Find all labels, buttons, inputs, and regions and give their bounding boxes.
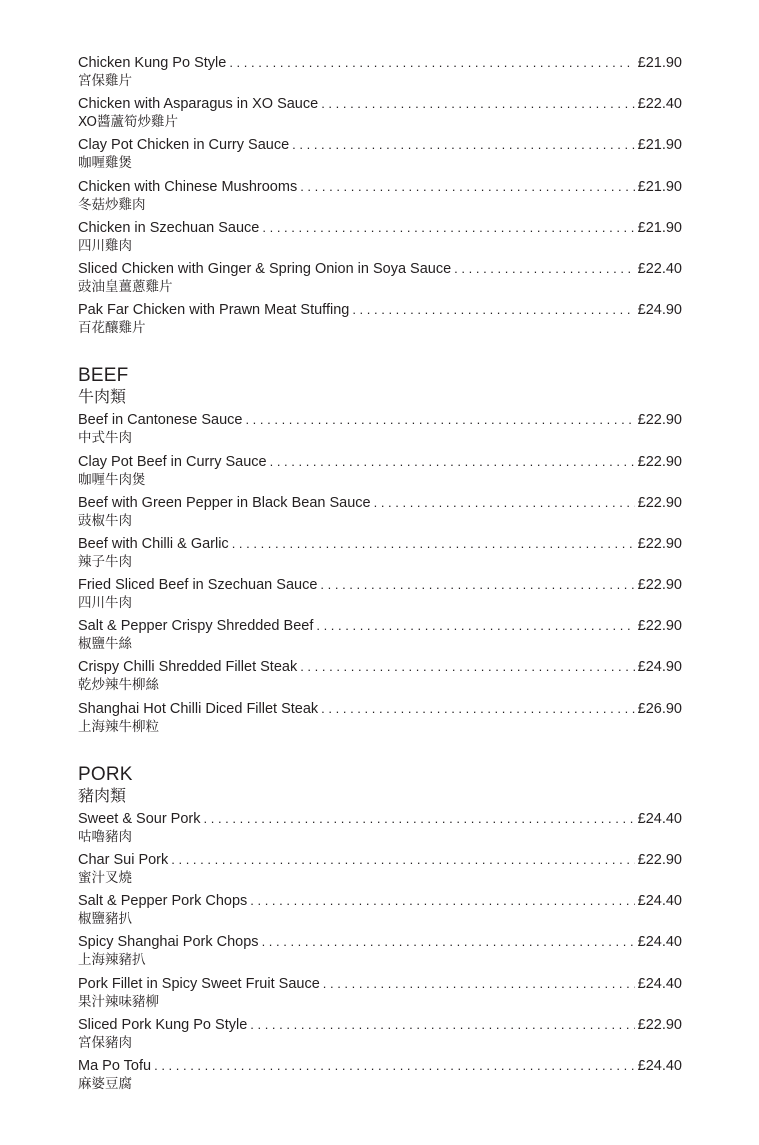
item-name: Pak Far Chicken with Prawn Meat Stuffing [78, 302, 350, 319]
item-price: £22.90 [637, 577, 682, 594]
dot-leader [250, 1016, 634, 1034]
menu-item [78, 933, 682, 974]
item-price: £21.90 [637, 55, 682, 71]
item-chinese-name: 豉椒牛肉 [78, 512, 132, 529]
menu-item [78, 892, 682, 933]
dot-leader [204, 810, 635, 828]
dot-leader [262, 933, 635, 951]
dot-leader [320, 576, 634, 594]
item-price: £22.40 [637, 96, 682, 113]
item-chinese-name: 中式牛肉 [78, 430, 132, 447]
item-price: £24.90 [637, 659, 682, 676]
item-name: Chicken Kung Po Style [78, 55, 227, 71]
menu-item [78, 617, 682, 658]
item-chinese-name: 乾炒辣牛柳絲 [78, 677, 159, 694]
item-price: £22.90 [637, 412, 682, 429]
item-price: £24.40 [637, 1057, 682, 1074]
menu-item [78, 658, 682, 699]
section-title-zh: 牛肉類 [78, 389, 127, 407]
item-price: £24.40 [637, 893, 682, 910]
item-price: £22.90 [637, 1016, 682, 1033]
item-chinese-name: 蜜汁叉燒 [78, 870, 132, 886]
dot-leader [154, 1057, 635, 1075]
item-chinese-name: 椒鹽豬扒 [78, 911, 132, 928]
menu-item [78, 494, 682, 535]
item-chinese-name: 椒鹽牛絲 [78, 636, 132, 653]
dot-leader [321, 700, 634, 718]
item-chinese-name: XO醬蘆筍炒雞片 [78, 114, 179, 131]
item-chinese-name: 咖喱雞煲 [78, 155, 132, 172]
menu-item [78, 301, 682, 342]
item-name: Ma Po Tofu [78, 1057, 152, 1074]
item-name: Sliced Chicken with Ginger & Spring Onion in Soya Sauce [78, 260, 452, 277]
menu-item [78, 851, 682, 892]
dot-leader [323, 975, 635, 993]
item-price: £22.40 [637, 260, 682, 277]
section-title-en: BEEF [78, 365, 129, 387]
menu-item [78, 1016, 682, 1057]
section-title-en: PORK [78, 763, 133, 785]
dot-leader [321, 95, 634, 113]
menu-item [78, 411, 682, 452]
dot-leader [171, 851, 634, 869]
item-name: Char Sui Pork [78, 852, 169, 868]
item-chinese-name: 宮保豬肉 [78, 1034, 132, 1051]
dot-leader [250, 892, 634, 910]
item-chinese-name: 百花釀雞片 [78, 320, 146, 337]
item-price: £22.90 [637, 618, 682, 635]
item-chinese-name: 上海辣牛柳粒 [78, 718, 159, 735]
section-title-zh: 豬肉類 [78, 787, 127, 805]
menu-item [78, 136, 682, 177]
item-name: Fried Sliced Beef in Szechuan Sauce [78, 577, 318, 594]
item-price: £21.90 [637, 219, 682, 236]
menu-item [78, 576, 682, 617]
dot-leader [352, 301, 634, 319]
menu-item [78, 700, 682, 741]
dot-leader [229, 54, 634, 72]
menu-item [78, 260, 682, 301]
item-price: £22.90 [637, 535, 682, 552]
dot-leader [374, 494, 635, 512]
dot-leader [316, 617, 634, 635]
menu-item [78, 1057, 682, 1098]
item-chinese-name: 宮保雞片 [78, 73, 132, 89]
dot-leader [292, 136, 634, 154]
item-price: £24.40 [637, 975, 682, 992]
item-chinese-name: 咕嚕豬肉 [78, 828, 132, 845]
item-name: Salt & Pepper Crispy Shredded Beef [78, 618, 314, 635]
item-chinese-name: 四川牛肉 [78, 595, 132, 612]
dot-leader [270, 453, 635, 471]
menu-item [78, 219, 682, 260]
menu-item [78, 975, 682, 1016]
dot-leader [262, 219, 634, 237]
item-price: £24.90 [637, 302, 682, 319]
dot-leader [300, 658, 634, 676]
beef-section [78, 365, 682, 741]
dot-leader [232, 535, 635, 553]
section-heading [78, 764, 682, 807]
item-name: Sliced Pork Kung Po Style [78, 1016, 248, 1033]
item-name: Salt & Pepper Pork Chops [78, 893, 248, 910]
item-chinese-name: 咖喱牛肉煲 [78, 471, 146, 488]
dot-leader [245, 411, 634, 429]
item-name: Crispy Chilli Shredded Fillet Steak [78, 659, 298, 676]
dot-leader [300, 178, 634, 196]
item-price: £22.90 [637, 852, 682, 868]
item-name: Chicken with Asparagus in XO Sauce [78, 96, 319, 113]
item-price: £24.40 [637, 810, 682, 827]
chicken-section [78, 54, 682, 342]
item-chinese-name: 冬菇炒雞肉 [78, 196, 146, 213]
item-name: Shanghai Hot Chilli Diced Fillet Steak [78, 700, 319, 717]
item-chinese-name: 四川雞肉 [78, 237, 132, 254]
item-chinese-name: 豉油皇薑蔥雞片 [78, 278, 173, 295]
item-price: £26.90 [637, 700, 682, 717]
item-chinese-name: 果汁辣味豬柳 [78, 993, 159, 1010]
menu-page [78, 54, 682, 1098]
item-price: £22.90 [637, 494, 682, 511]
section-heading [78, 365, 682, 408]
item-name: Sweet & Sour Pork [78, 810, 201, 827]
menu-item [78, 810, 682, 851]
item-name: Clay Pot Beef in Curry Sauce [78, 453, 267, 470]
item-chinese-name: 辣子牛肉 [78, 553, 132, 570]
menu-item [78, 453, 682, 494]
item-price: £22.90 [637, 453, 682, 470]
item-price: £21.90 [637, 178, 682, 195]
item-price: £21.90 [637, 137, 682, 154]
item-name: Beef in Cantonese Sauce [78, 412, 243, 429]
item-name: Spicy Shanghai Pork Chops [78, 934, 259, 951]
item-name: Chicken in Szechuan Sauce [78, 219, 260, 236]
item-chinese-name: 麻婆豆腐 [78, 1075, 132, 1092]
menu-item [78, 535, 682, 576]
menu-item [78, 95, 682, 136]
item-name: Pork Fillet in Spicy Sweet Fruit Sauce [78, 975, 320, 992]
dot-leader [454, 260, 634, 278]
item-name: Clay Pot Chicken in Curry Sauce [78, 137, 290, 154]
item-name: Beef with Green Pepper in Black Bean Sauce [78, 494, 371, 511]
item-name: Chicken with Chinese Mushrooms [78, 178, 298, 195]
menu-item [78, 54, 682, 95]
item-chinese-name: 上海辣豬扒 [78, 952, 146, 969]
item-name: Beef with Chilli & Garlic [78, 535, 229, 552]
item-price: £24.40 [637, 934, 682, 951]
menu-item [78, 178, 682, 219]
pork-section [78, 764, 682, 1098]
